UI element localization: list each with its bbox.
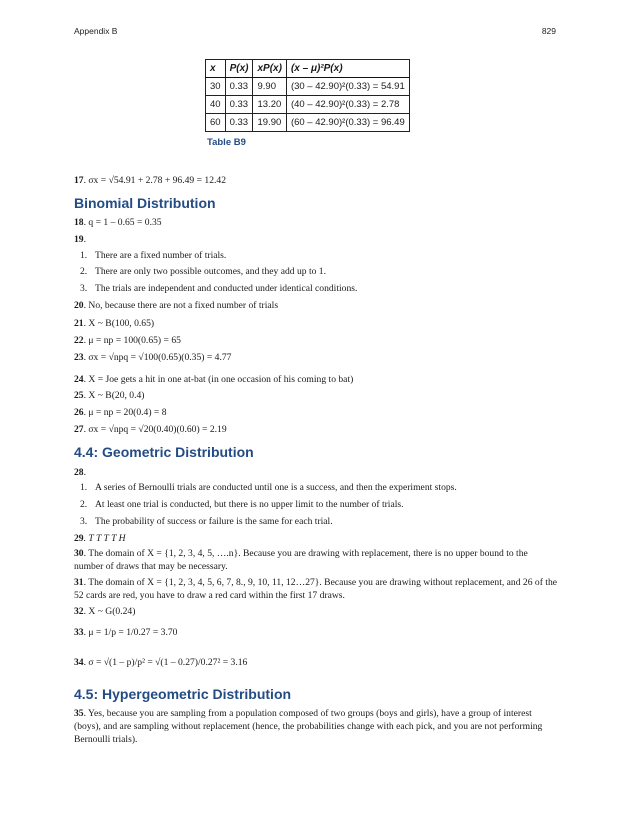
answer-28 <box>74 466 558 479</box>
table-cell: (60 – 42.90)²(0.33) = 96.49 <box>286 114 409 132</box>
answer-23 <box>74 351 558 364</box>
answer-19 <box>74 233 558 246</box>
answer-27 <box>74 423 558 436</box>
table-cell: 13.20 <box>253 96 286 114</box>
page-number: 829 <box>541 26 556 36</box>
answer-number: 21 <box>74 318 84 329</box>
list-item: 2. At least one trial is conducted, but there is no upper limit to the number of trials. <box>80 499 404 510</box>
list-item: 3. The trials are independent and conducted under identical conditions. <box>80 283 358 294</box>
col-x: x <box>206 60 226 78</box>
answer-number: 32 <box>74 606 84 617</box>
answer-text: . X = Joe gets a hit in one at-bat (in one occasion of his coming to bat) <box>83 374 354 385</box>
answer-number: 33 <box>74 627 84 638</box>
answer-text: . <box>83 234 86 245</box>
table-b9 <box>205 59 410 132</box>
answer-text: . μ = 1/p = 1/0.27 = 3.70 <box>83 627 178 638</box>
section-heading-binomial: Binomial Distribution <box>74 195 216 211</box>
answer-text: . X ~ G(0.24) <box>83 606 136 617</box>
answer-text: . σx = √npq = √20(0.40)(0.60) = 2.19 <box>83 424 227 435</box>
answer-number: 17 <box>74 175 84 186</box>
answer-text: . σx = √54.91 + 2.78 + 96.49 = 12.42 <box>83 175 227 186</box>
answer-text: . The domain of X = {1, 2, 3, 4, 5, ….n}. Because you are drawing with replacement, there is no upper bound to the number of draws that may be necessary. <box>74 548 528 572</box>
table-row <box>206 78 410 96</box>
answer-number: 28 <box>74 467 84 478</box>
answer-text: . Yes, because you are sampling from a population composed of two groups (boys and girls), have a group of interest (boys), and are sampling without replacement (hence, the probabilities change with each pick, and you are not performing Bernoulli trials). <box>74 708 543 745</box>
answer-text: . X ~ B(20, 0.4) <box>83 390 145 401</box>
answer-text: . σx = √npq = √100(0.65)(0.35) = 4.77 <box>83 352 232 363</box>
list-item: 1. A series of Bernoulli trials are conducted until one is a success, and then the experiment stops. <box>80 482 457 493</box>
answer-number: 24 <box>74 374 84 385</box>
answer-35 <box>74 707 558 746</box>
answer-21 <box>74 317 558 330</box>
table-cell: 40 <box>206 96 226 114</box>
answer-text: . <box>83 467 86 478</box>
answer-30 <box>74 547 558 573</box>
table-cell: 0.33 <box>225 78 253 96</box>
answer-number: 19 <box>74 234 84 245</box>
answer-18 <box>74 216 558 229</box>
list-item: 2. There are only two possible outcomes, and they add up to 1. <box>80 266 326 277</box>
answer-text: . q = 1 – 0.65 = 0.35 <box>83 217 162 228</box>
table-cell: 60 <box>206 114 226 132</box>
table-row <box>206 96 410 114</box>
answer-number: 20 <box>74 300 84 311</box>
answer-number: 18 <box>74 217 84 228</box>
answer-31 <box>74 576 558 602</box>
answer-number: 25 <box>74 390 84 401</box>
answer-25 <box>74 389 558 402</box>
answer-number: 23 <box>74 352 84 363</box>
table-caption: Table B9 <box>207 137 246 148</box>
answer-number: 27 <box>74 424 84 435</box>
answer-number: 34 <box>74 657 84 668</box>
answer-text: . μ = np = 100(0.65) = 65 <box>83 335 181 346</box>
answer-number: 26 <box>74 407 84 418</box>
answer-number: 22 <box>74 335 84 346</box>
table-cell: 9.90 <box>253 78 286 96</box>
table-cell: (40 – 42.90)²(0.33) = 2.78 <box>286 96 409 114</box>
answer-34 <box>74 656 558 669</box>
answer-number: 29 <box>74 533 84 544</box>
answer-number: 35 <box>74 708 84 719</box>
answer-17 <box>74 174 558 187</box>
answer-29 <box>74 532 558 545</box>
answer-32 <box>74 605 558 618</box>
col-xpx: xP(x) <box>253 60 286 78</box>
answer-text: . σ = √(1 – p)/p² = √(1 – 0.27)/0.27² = 3.16 <box>83 657 248 668</box>
col-variance: (x – μ)²P(x) <box>286 60 409 78</box>
table-cell: 19.90 <box>253 114 286 132</box>
table-cell: 0.33 <box>225 96 253 114</box>
table-row <box>206 114 410 132</box>
section-heading-hypergeometric: 4.5: Hypergeometric Distribution <box>74 686 292 702</box>
table-cell: 0.33 <box>225 114 253 132</box>
table-cell: (30 – 42.90)²(0.33) = 54.91 <box>286 78 409 96</box>
answer-24 <box>74 373 558 386</box>
answer-26 <box>74 406 558 419</box>
answer-number: 31 <box>74 577 84 588</box>
answer-text: . X ~ B(100, 0.65) <box>83 318 155 329</box>
list-item: 3. The probability of success or failure is the same for each trial. <box>80 516 333 527</box>
answer-text: . No, because there are not a fixed number of trials <box>83 300 279 311</box>
answer-text: . μ = np = 20(0.4) = 8 <box>83 407 167 418</box>
answer-number: 30 <box>74 548 84 559</box>
table-cell: 30 <box>206 78 226 96</box>
answer-text: . The domain of X = {1, 2, 3, 4, 5, 6, 7, 8., 9, 10, 11, 12…27}. Because you are drawing without replacement, and 26 of the 52 cards are red, you have to draw a red card within the first 17 draws. <box>74 577 558 601</box>
table-header-row <box>206 60 410 78</box>
section-heading-geometric: 4.4: Geometric Distribution <box>74 444 254 460</box>
answer-33 <box>74 626 558 639</box>
running-header-left: Appendix B <box>74 26 118 36</box>
col-px: P(x) <box>225 60 253 78</box>
answer-20 <box>74 299 558 312</box>
answer-22 <box>74 334 558 347</box>
answer-text: . T T T T H <box>83 533 126 544</box>
list-item: 1. There are a fixed number of trials. <box>80 250 227 261</box>
